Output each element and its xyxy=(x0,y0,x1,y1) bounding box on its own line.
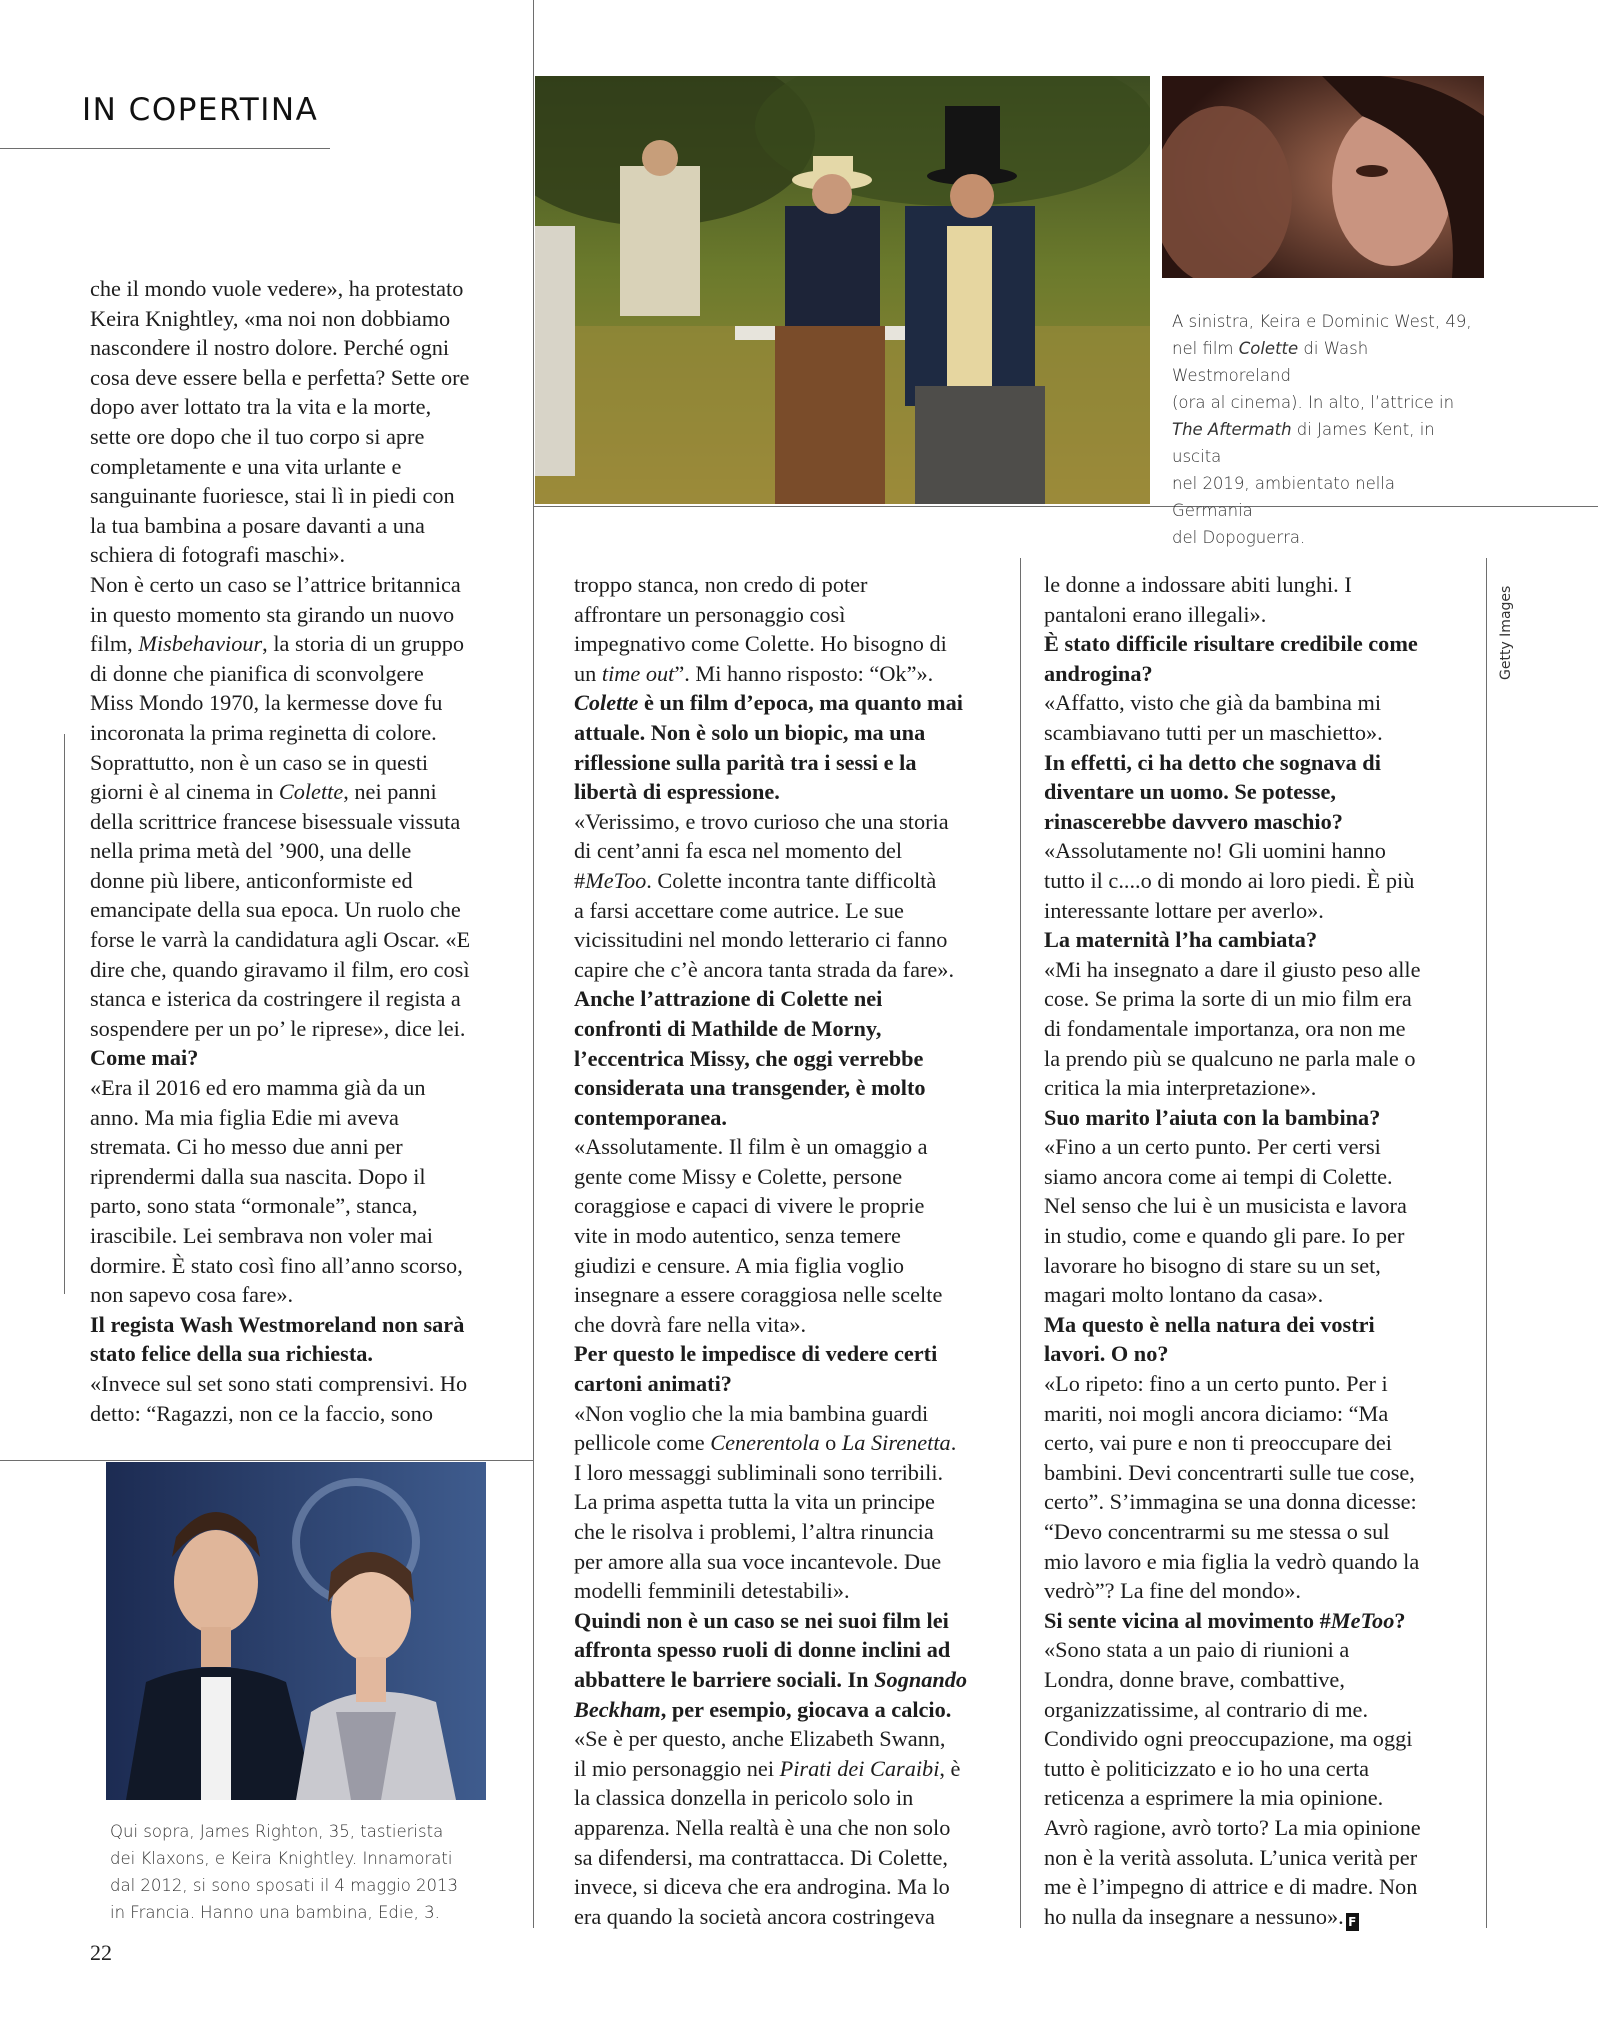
article-line: incoronata la prima reginetta di colore. xyxy=(90,719,437,745)
article-line: La maternità l’ha cambiata? xyxy=(1044,927,1318,953)
article-line: pellicole come Cenerentola o La Sirenetta. xyxy=(574,1430,957,1456)
article-line: nella prima metà del ’900, una delle xyxy=(90,838,412,864)
article-line: Quindi non è un caso se nei suoi film lei xyxy=(574,1607,949,1633)
caption-bottom-left xyxy=(110,1818,530,1926)
article-line: affrontare un personaggio così xyxy=(574,601,846,627)
article-line: cose. Se prima la sorte di un mio film era xyxy=(1044,986,1412,1012)
article-line: «Assolutamente. Il film è un omaggio a xyxy=(574,1134,928,1160)
article-line: «Assolutamente no! Gli uomini hanno xyxy=(1044,838,1386,864)
article-line: di fondamentale importanza, ora non me xyxy=(1044,1015,1406,1041)
article-column-1 xyxy=(90,274,520,1428)
article-line: dormire. È stato così fino all’anno scorso, xyxy=(90,1252,463,1278)
article-line: vicissitudini nel mondo letterario ci fanno xyxy=(574,927,948,953)
article-line: riprendermi dalla sua nascita. Dopo il xyxy=(90,1163,426,1189)
article-line: Suo marito l’aiuta con la bambina? xyxy=(1044,1104,1381,1130)
article-line: della scrittrice francese bisessuale vissuta xyxy=(90,808,461,834)
article-line: libertà di espressione. xyxy=(574,779,780,805)
article-line: non sapevo cosa fare». xyxy=(90,1282,294,1308)
article-line: interessante lottare per averlo». xyxy=(1044,897,1324,923)
caption-italic: The Aftermath xyxy=(1172,420,1292,439)
article-line: impegnativo come Colette. Ho bisogno di xyxy=(574,631,947,657)
article-line: era quando la società ancora costringeva xyxy=(574,1903,935,1929)
article-line: sette ore dopo che il tuo corpo si apre xyxy=(90,423,425,449)
keira-and-james-photo xyxy=(106,1462,486,1800)
article-line: androgina? xyxy=(1044,660,1153,686)
article-line: insegnare a essere coraggiosa nelle scelte xyxy=(574,1282,943,1308)
article-line: considerata una transgender, è molto xyxy=(574,1075,926,1101)
caption-line: dal 2012, si sono sposati il 4 maggio 2013 xyxy=(110,1876,459,1895)
article-line: lavori. O no? xyxy=(1044,1341,1169,1367)
column-divider-right xyxy=(1486,558,1487,1928)
article-line: mariti, noi mogli ancora diciamo: “Ma xyxy=(1044,1400,1389,1426)
article-line: le donne a indossare abiti lunghi. I xyxy=(1044,572,1352,597)
article-line: detto: “Ragazzi, non ce la faccio, sono xyxy=(90,1400,433,1426)
article-line: siamo ancora come ai tempi di Colette. xyxy=(1044,1163,1393,1189)
end-mark-icon: F xyxy=(1346,1913,1359,1931)
article-line: schiera di fotografi maschi». xyxy=(90,542,346,568)
article-line: il mio personaggio nei Pirati dei Caraibi, è xyxy=(574,1755,961,1781)
article-line: Miss Mondo 1970, la kermesse dove fu xyxy=(90,690,443,716)
caption-line: dei Klaxons, e Keira Knightley. Innamorati xyxy=(110,1849,453,1868)
article-line: Avrò ragione, avrò torto? La mia opinione xyxy=(1044,1814,1421,1840)
article-line: modelli femminili detestabili». xyxy=(574,1578,850,1604)
article-line: lavorare ho bisogno di stare su un set, xyxy=(1044,1252,1381,1278)
article-line: «Invece sul set sono stati comprensivi. Ho xyxy=(90,1370,468,1396)
article-line: “Devo concentrarmi su me stessa o sul xyxy=(1044,1519,1390,1544)
article-line: dopo aver lottato tra la vita e la morte, xyxy=(90,394,432,420)
article-line: mio lavoro e mia figlia la vedrò quando la xyxy=(1044,1548,1420,1574)
article-line: #MeToo. Colette incontra tante difficoltà xyxy=(574,867,937,893)
article-line: giorni è al cinema in Colette, nei panni xyxy=(90,779,437,805)
article-line: in studio, come e quando gli pare. Io per xyxy=(1044,1223,1405,1249)
article-line: organizzatissime, al contrario di me. xyxy=(1044,1696,1369,1722)
article-line: tutto è politicizzato e io ho una certa xyxy=(1044,1755,1370,1781)
article-line: In effetti, ci ha detto che sognava di xyxy=(1044,749,1381,775)
article-line: completamente e una vita urlante e xyxy=(90,453,402,479)
article-line: Il regista Wash Westmoreland non sarà xyxy=(90,1311,465,1337)
article-line: Si sente vicina al movimento #MeToo? xyxy=(1044,1607,1406,1633)
article-line: cosa deve essere bella e perfetta? Sette ore xyxy=(90,364,470,390)
article-line: Come mai? xyxy=(90,1045,199,1071)
article-line: invece, si diceva che era androgina. Ma lo xyxy=(574,1874,950,1900)
caption-line: di James Kent, in uscita xyxy=(1172,420,1435,466)
article-line: che le risolva i problemi, l’altra rinuncia xyxy=(574,1519,934,1544)
article-line: donne più libere, anticonformiste ed xyxy=(90,867,413,893)
article-line: Keira Knightley, «ma noi non dobbiamo xyxy=(90,305,451,331)
article-column-2 xyxy=(574,570,1004,1931)
article-line: un time out”. Mi hanno risposto: “Ok”». xyxy=(574,660,934,686)
article-line: I loro messaggi subliminali sono terribili. xyxy=(574,1459,944,1485)
article-line: cartoni animati? xyxy=(574,1371,732,1397)
article-line: affronta spesso ruoli di donne inclini ad xyxy=(574,1637,951,1663)
article-line: «Non voglio che la mia bambina guardi xyxy=(574,1400,929,1426)
caption-line: Qui sopra, James Righton, 35, tastierista xyxy=(110,1822,444,1841)
article-line: certo”. S’immagina se una donna dicesse: xyxy=(1044,1489,1417,1515)
article-line: Soprattutto, non è un caso se in questi xyxy=(90,749,429,775)
article-line: emancipate della sua epoca. Un ruolo che xyxy=(90,897,461,923)
article-line: Nel senso che lui è un musicista e lavora xyxy=(1044,1193,1407,1219)
article-line: Colette è un film d’epoca, ma quanto mai xyxy=(574,690,963,716)
article-line: in questo momento sta girando un nuovo xyxy=(90,601,455,627)
article-line: «Verissimo, e trovo curioso che una storia xyxy=(574,808,949,834)
article-line: pantaloni erano illegali». xyxy=(1044,601,1267,627)
article-line: Anche l’attrazione di Colette nei xyxy=(574,986,883,1012)
article-line: nascondere il nostro dolore. Perché ogni xyxy=(90,335,450,361)
article-line: bambini. Devi concentrarti sulle tue cose, xyxy=(1044,1459,1415,1485)
article-line: reticenza a esprimere la mia opinione. xyxy=(1044,1785,1384,1811)
caption-top-right xyxy=(1172,308,1472,551)
header-rule xyxy=(0,148,330,149)
article-line: me è l’impegno di attrice e di madre. Non xyxy=(1044,1874,1418,1900)
article-line: la classica donzella in pericolo solo in xyxy=(574,1785,914,1811)
column-divider-top xyxy=(533,0,534,1460)
article-line: ho nulla da insegnare a nessuno». F xyxy=(1044,1902,1484,1932)
article-line: scambiavano tutti per un maschietto». xyxy=(1044,719,1383,745)
article-line: Ma questo è nella natura dei vostri xyxy=(1044,1311,1375,1337)
article-line: Per questo le impedisce di vedere certi xyxy=(574,1341,938,1367)
article-line: Condivido ogni preoccupazione, ma oggi xyxy=(1044,1726,1413,1752)
caption-line: in Francia. Hanno una bambina, Edie, 3. xyxy=(110,1903,440,1922)
colette-film-still xyxy=(535,76,1150,504)
article-line: giudizi e censure. A mia figlia voglio xyxy=(574,1252,905,1278)
article-line: attuale. Non è solo un biopic, ma una xyxy=(574,719,926,745)
col1-bottom-rule xyxy=(0,1460,534,1461)
article-line: capire che c’è ancora tanta strada da fare». xyxy=(574,956,955,982)
article-line: rinascerebbe davvero maschio? xyxy=(1044,808,1343,834)
article-line: «Era il 2016 ed ero mamma già da un xyxy=(90,1075,426,1101)
article-line: vite in modo autentico, senza temere xyxy=(574,1223,901,1249)
article-line: Non è certo un caso se l’attrice britannica xyxy=(90,571,461,597)
article-line: Londra, donne brave, combattive, xyxy=(1044,1666,1345,1692)
article-line: stremata. Ci ho messo due anni per xyxy=(90,1134,403,1160)
article-line: a farsi accettare come autrice. Le sue xyxy=(574,897,904,923)
article-line: certo, vai pure e non ti preoccupare dei xyxy=(1044,1430,1392,1456)
caption-italic: Colette xyxy=(1238,339,1299,358)
article-column-3 xyxy=(1044,570,1484,1931)
article-line: magari molto lontano da casa». xyxy=(1044,1282,1324,1308)
article-line: la prendo più se qualcuno ne parla male o xyxy=(1044,1045,1416,1071)
aftermath-film-still xyxy=(1162,76,1484,278)
article-line: di cent’anni fa esca nel momento del xyxy=(574,838,903,864)
article-line: sa difendersi, ma contrattacca. Di Colette, xyxy=(574,1844,948,1870)
article-line: per amore alla sua voce incantevole. Due xyxy=(574,1548,942,1574)
page-number: 22 xyxy=(90,1940,112,1965)
article-line: non è la verità assoluta. L’unica verità per xyxy=(1044,1844,1418,1870)
article-line: riflessione sulla parità tra i sessi e la xyxy=(574,749,917,775)
caption-line: (ora al cinema). In alto, l’attrice in xyxy=(1172,393,1455,412)
article-line: «Se è per questo, anche Elizabeth Swann, xyxy=(574,1726,946,1752)
article-line: contemporanea. xyxy=(574,1104,727,1130)
article-line: tutto il c....o di mondo ai loro piedi. È più xyxy=(1044,867,1415,893)
caption-line: nel film xyxy=(1172,339,1239,358)
article-line: La prima aspetta tutta la vita un principe xyxy=(574,1489,935,1515)
article-line: la tua bambina a posare davanti a una xyxy=(90,512,425,538)
article-line: film, Misbehaviour, la storia di un gruppo xyxy=(90,631,465,657)
caption-line: nel 2019, ambientato nella Germania xyxy=(1172,474,1396,520)
article-line: critica la mia interpretazione». xyxy=(1044,1075,1317,1101)
article-line: dire che, quando giravamo il film, ero così xyxy=(90,956,470,982)
article-line: l’eccentrica Missy, che oggi verrebbe xyxy=(574,1045,924,1071)
article-line: vedrò”? La fine del mondo». xyxy=(1044,1578,1301,1604)
article-line: «Fino a un certo punto. Per certi versi xyxy=(1044,1134,1381,1160)
article-line: forse le varrà la candidatura agli Oscar. «E xyxy=(90,927,471,953)
article-line: «Sono stata a un paio di riunioni a xyxy=(1044,1637,1350,1663)
article-line: troppo stanca, non credo di poter xyxy=(574,572,868,597)
article-line: sospendere per un po’ le riprese», dice lei. xyxy=(90,1015,466,1041)
article-line: confronti di Mathilde de Morny, xyxy=(574,1015,882,1041)
article-line: che dovrà fare nella vita». xyxy=(574,1311,807,1337)
col1-side-rule xyxy=(64,734,65,1294)
article-line: «Lo ripeto: fino a un certo punto. Per i xyxy=(1044,1371,1388,1397)
article-line: gente come Missy e Colette, persone xyxy=(574,1163,903,1189)
article-line: stanca e isterica da costringere il regista a xyxy=(90,986,461,1012)
article-line: di donne che pianifica di sconvolgere xyxy=(90,660,424,686)
article-line: «Affatto, visto che già da bambina mi xyxy=(1044,690,1382,716)
article-line: irascibile. Lei sembrava non voler mai xyxy=(90,1223,433,1248)
article-line: diventare un uomo. Se potesse, xyxy=(1044,779,1336,805)
photo-credit: Getty Images xyxy=(1498,585,1514,680)
article-line: sanguinante fuoriesce, stai lì in piedi con xyxy=(90,483,455,509)
article-line: «Mi ha insegnato a dare il giusto peso alle xyxy=(1044,956,1421,982)
article-line: anno. Ma mia figlia Edie mi aveva xyxy=(90,1104,399,1130)
article-line: abbattere le barriere sociali. In Sognando xyxy=(574,1666,968,1692)
article-line: È stato difficile risultare credibile come xyxy=(1044,631,1418,657)
caption-line: del Dopoguerra. xyxy=(1172,528,1306,547)
article-line: apparenza. Nella realtà è una che non solo xyxy=(574,1814,951,1840)
article-line: stato felice della sua richiesta. xyxy=(90,1341,373,1367)
caption-line: A sinistra, Keira e Dominic West, 49, xyxy=(1172,312,1472,331)
article-line: parto, sono stata “ormonale”, stanca, xyxy=(90,1193,418,1219)
caption-left-rule xyxy=(533,1460,534,1928)
article-line: che il mondo vuole vedere», ha protestato xyxy=(90,276,464,301)
article-line: Beckham, per esempio, giocava a calcio. xyxy=(574,1696,952,1722)
article-line: coraggiose e capaci di vivere le proprie xyxy=(574,1193,925,1219)
caption-line: di Wash Westmoreland xyxy=(1172,339,1369,385)
col2-left-rule xyxy=(1020,558,1021,1928)
section-label: IN COPERTINA xyxy=(82,92,319,128)
